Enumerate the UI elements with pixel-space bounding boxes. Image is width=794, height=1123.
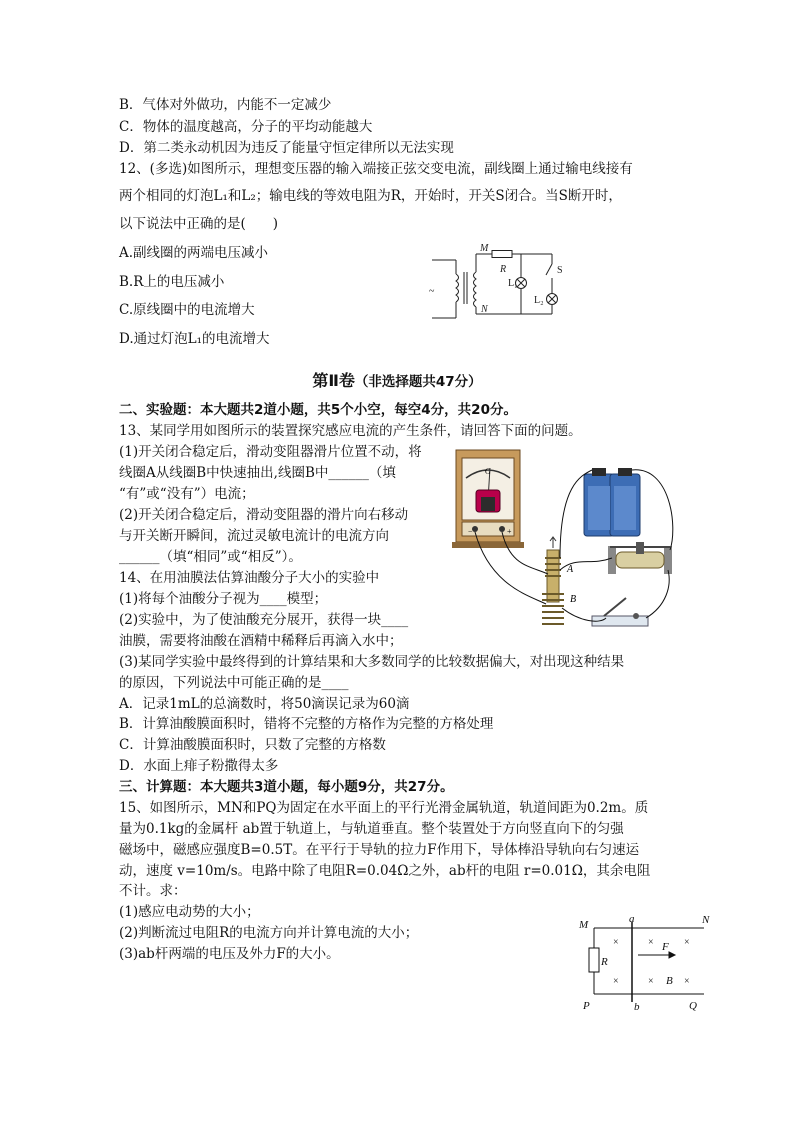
q11-option-d: D．第二类永动机因为违反了能量守恒定律所以无法实现 [119,140,454,156]
field-mark: × [613,937,619,948]
q12-option-c: C.原线圈中的电流增大 [119,302,255,318]
q14-part2-line1: (2)实验中，为了使油酸充分展开，获得一块____ [119,612,409,628]
q12-stem-line3: 以下说法中正确的是( ) [119,216,279,232]
q14-part3-line2: 的原因，下列说法中可能正确的是____ [119,675,349,691]
label-f: F [662,941,669,953]
q14-option-a: A．记录1mL的总滴数时，将50滴误记录为60滴 [119,696,410,712]
section-calculation-heading: 三、计算题：本大题共3道小题，每小题9分，共27分。 [119,779,454,795]
q15-part3: (3)ab杆两端的电压及外力F的大小。 [119,946,340,962]
induction-apparatus-figure [450,446,680,634]
rails-magnetic-field-figure [576,910,716,1016]
q15-stem-line4: 动，速度 v=10m/s。电路中除了电阻R=0.04Ω之外，ab杆的电阻 r=0.01Ω，其余电阻 [119,863,651,879]
q13-part2-line3: ______（填“相同”或“相反”）。 [119,549,302,565]
label-m: M [579,919,589,931]
field-mark: × [684,937,690,948]
part-two-title [0,368,794,391]
label-b-field: B [666,975,673,987]
label-a: a [629,913,635,925]
q12-option-b: B.R上的电压减小 [119,274,225,290]
q15-part2: (2)判断流过电阻R的电流方向并计算电流的大小； [119,925,419,941]
q13-part1-line2: 线圈A从线圈B中快速抽出,线圈B中______（填 [119,465,396,481]
q14-part3-line1: (3)某同学实验中最终得到的计算结果和大多数同学的比较数据偏大，对出现这种结果 [119,654,625,670]
rheostat [608,542,672,574]
label-p: P [583,1000,590,1012]
q12-stem-line2: 两个相同的灯泡L₁和L₂；输电线的等效电阻为R，开始时，开关S闭合。当S断开时， [119,188,622,204]
label-l2: L₂ [534,295,544,306]
q11-option-c: C．物体的温度越高，分子的平均动能越大 [119,119,373,135]
field-mark: × [613,976,619,987]
section-experiment-heading: 二、实验题：本大题共2道小题，共5个小空，每空4分，共20分。 [119,402,517,418]
coil-a-label: A [567,564,574,575]
q14-stem: 14、在用油膜法估算油酸分子大小的实验中 [119,570,380,586]
q15-part1: (1)感应电动势的大小； [119,904,260,920]
q13-part2-line1: (2)开关闭合稳定后，滑动变阻器的滑片向右移动 [119,507,409,523]
ac-source-symbol: ~ [429,286,435,297]
label-l1: L₁ [508,278,518,289]
label-q: Q [689,1000,697,1012]
q13-stem: 13、某同学用如图所示的装置探究感应电流的产生条件，请回答下面的问题。 [119,423,582,439]
galvanometer [452,450,524,548]
q13-part1-line3: “有”或“没有”）电流； [119,486,255,502]
battery-pack [584,468,640,536]
coil-b-label: B [570,594,577,605]
q14-option-b: B．计算油酸膜面积时，错将不完整的方格作为完整的方格处理 [119,716,494,732]
label-b: b [634,1001,640,1013]
q14-part2-line2: 油膜，需要将油酸在酒精中稀释后再滴入水中； [119,633,403,649]
transformer-circuit-figure [428,242,568,324]
label-s: S [557,265,563,276]
label-n: N [702,914,710,926]
q14-option-d: D．水面上痱子粉撒得太多 [119,758,279,774]
q11-option-b: B．气体对外做功，内能不一定减少 [119,97,332,113]
part-two-heading: 第Ⅱ卷 [312,371,355,390]
q14-option-c: C．计算油酸膜面积时，只数了完整的方格数 [119,737,386,753]
label-m: M [480,243,489,254]
coils-a-b [542,537,576,624]
switch [592,598,648,626]
q14-part1: (1)将每个油酸分子视为____模型； [119,591,328,607]
q12-option-d: D.通过灯泡L₁的电流增大 [119,331,270,347]
label-r: R [500,264,507,275]
q15-stem-line5: 不计。求： [119,883,187,899]
field-mark: × [648,976,654,987]
field-mark: × [648,937,654,948]
q12-stem-line1: 12、(多选)如图所示，理想变压器的输入端接正弦交变电流，副线圈上通过输电线接有 [119,161,633,177]
terminal-minus: − [468,527,473,536]
q15-stem-line3: 磁场中，磁感应强度B=0.5T。在平行于导轨的拉力F作用下，导体棒沿导轨向右匀速运 [119,842,640,858]
q15-stem-line1: 15、如图所示，MN和PQ为固定在水平面上的平行光滑金属轨道，轨道间距为0.2m。质 [119,800,649,816]
terminal-plus: + [507,527,512,536]
q13-part1-line1: (1)开关闭合稳定后，滑动变阻器滑片位置不动，将 [119,444,422,460]
galvanometer-g-label: G [485,467,491,476]
field-mark: × [684,976,690,987]
q15-stem-line2: 量为0.1kg的金属杆 ab置于轨道上，与轨道垂直。整个装置处于方向竖直向下的匀强 [119,821,624,837]
label-r: R [601,956,608,968]
q13-part2-line2: 与开关断开瞬间，流过灵敏电流计的电流方向 [119,528,389,544]
part-two-subtitle: （非选择题共47分） [354,374,482,390]
q12-option-a: A.副线圈的两端电压减小 [119,245,269,261]
label-n: N [481,304,488,315]
